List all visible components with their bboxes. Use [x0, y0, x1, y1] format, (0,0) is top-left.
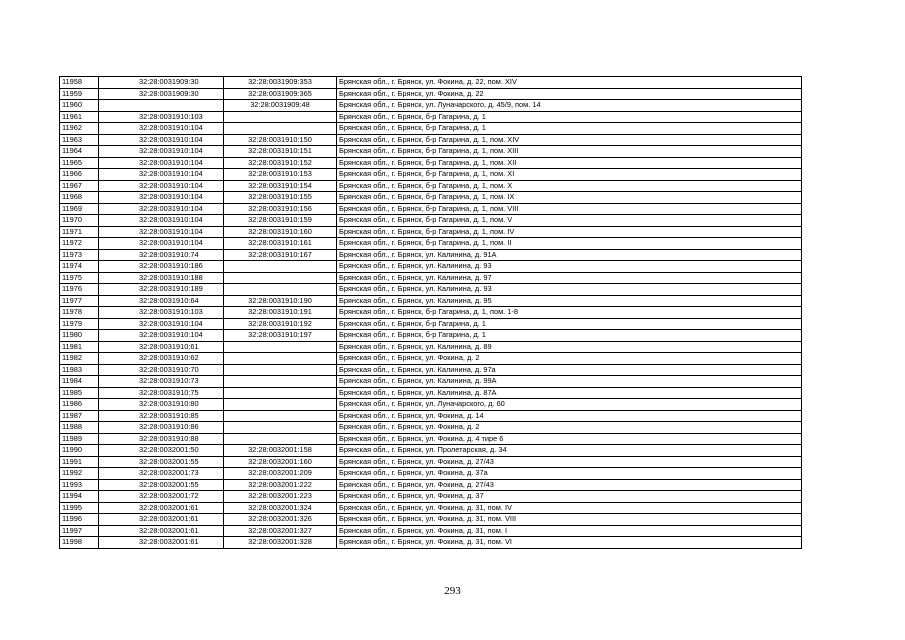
address-cell: Брянская обл., г. Брянск, ул. Калинина, д. 99А [337, 376, 802, 388]
table-row [60, 318, 802, 330]
table-row [60, 479, 802, 491]
table-row [60, 215, 802, 227]
object-number-cell [224, 376, 337, 388]
object-number-cell: 32:28:0032001:327 [224, 525, 337, 537]
parcel-number-cell: 32:28:0031910:104 [99, 157, 224, 169]
object-number-cell [224, 123, 337, 135]
address-cell: Брянская обл., г. Брянск, ул. Фокина, д. 4 тире 6 [337, 433, 802, 445]
address-cell: Брянская обл., г. Брянск, ул. Калинина, д. 91А [337, 249, 802, 261]
object-number-cell: 32:28:0031910:190 [224, 295, 337, 307]
row-number-cell: 11970 [60, 215, 99, 227]
row-number-cell: 11995 [60, 502, 99, 514]
address-cell: Брянская обл., г. Брянск, ул. Калинина, д. 95 [337, 295, 802, 307]
address-cell: Брянская обл., г. Брянск, б-р Гагарина, д. 1, пом. XII [337, 157, 802, 169]
object-number-cell: 32:28:0031910:161 [224, 238, 337, 250]
table-row [60, 157, 802, 169]
object-number-cell: 32:28:0031909:353 [224, 77, 337, 89]
address-cell: Брянская обл., г. Брянск, ул. Фокина, д. 37 [337, 491, 802, 503]
table-row [60, 502, 802, 514]
object-number-cell [224, 399, 337, 411]
address-cell: Брянская обл., г. Брянск, ул. Фокина, д. 22 [337, 88, 802, 100]
parcel-number-cell: 32:28:0032001:61 [99, 502, 224, 514]
object-number-cell: 32:28:0031910:154 [224, 180, 337, 192]
object-number-cell: 32:28:0031910:191 [224, 307, 337, 319]
parcel-number-cell: 32:28:0031910:74 [99, 249, 224, 261]
address-cell: Брянская обл., г. Брянск, ул. Луначарского, д. 60 [337, 399, 802, 411]
parcel-number-cell: 32:28:0031910:104 [99, 180, 224, 192]
row-number-cell: 11958 [60, 77, 99, 89]
address-cell: Брянская обл., г. Брянск, ул. Фокина, д. 27/43 [337, 456, 802, 468]
parcel-number-cell: 32:28:0031910:73 [99, 376, 224, 388]
row-number-cell: 11974 [60, 261, 99, 273]
row-number-cell: 11967 [60, 180, 99, 192]
parcel-number-cell: 32:28:0031910:104 [99, 146, 224, 158]
address-cell: Брянская обл., г. Брянск, б-р Гагарина, д. 1, пом. XI [337, 169, 802, 181]
row-number-cell: 11998 [60, 537, 99, 549]
object-number-cell: 32:28:0031910:151 [224, 146, 337, 158]
table-row [60, 146, 802, 158]
row-number-cell: 11989 [60, 433, 99, 445]
row-number-cell: 11959 [60, 88, 99, 100]
address-cell: Брянская обл., г. Брянск, б-р Гагарина, д. 1, пом. 1-8 [337, 307, 802, 319]
table-row [60, 445, 802, 457]
parcel-number-cell: 32:28:0031910:70 [99, 364, 224, 376]
parcel-number-cell [99, 100, 224, 112]
table-row [60, 169, 802, 181]
table-row [60, 100, 802, 112]
table-row [60, 387, 802, 399]
address-cell: Брянская обл., г. Брянск, б-р Гагарина, д. 1 [337, 330, 802, 342]
object-number-cell [224, 284, 337, 296]
row-number-cell: 11978 [60, 307, 99, 319]
parcel-number-cell: 32:28:0032001:61 [99, 514, 224, 526]
parcel-number-cell: 32:28:0031910:186 [99, 261, 224, 273]
row-number-cell: 11983 [60, 364, 99, 376]
address-cell: Брянская обл., г. Брянск, ул. Фокина, д. 2 [337, 353, 802, 365]
address-cell: Брянская обл., г. Брянск, б-р Гагарина, д. 1 [337, 318, 802, 330]
table-row [60, 525, 802, 537]
address-cell: Брянская обл., г. Брянск, ул. Калинина, д. 97 [337, 272, 802, 284]
row-number-cell: 11966 [60, 169, 99, 181]
table-row [60, 399, 802, 411]
table-row [60, 123, 802, 135]
row-number-cell: 11965 [60, 157, 99, 169]
object-number-cell: 32:28:0031910:150 [224, 134, 337, 146]
row-number-cell: 11961 [60, 111, 99, 123]
parcel-number-cell: 32:28:0031910:103 [99, 111, 224, 123]
parcel-number-cell: 32:28:0032001:61 [99, 537, 224, 549]
parcel-number-cell: 32:28:0031910:104 [99, 226, 224, 238]
row-number-cell: 11996 [60, 514, 99, 526]
object-number-cell: 32:28:0031910:167 [224, 249, 337, 261]
object-number-cell: 32:28:0032001:328 [224, 537, 337, 549]
row-number-cell: 11981 [60, 341, 99, 353]
row-number-cell: 11980 [60, 330, 99, 342]
row-number-cell: 11991 [60, 456, 99, 468]
parcel-number-cell: 32:28:0031910:64 [99, 295, 224, 307]
parcel-number-cell: 32:28:0031909:30 [99, 88, 224, 100]
address-cell: Брянская обл., г. Брянск, б-р Гагарина, д. 1, пом. XIV [337, 134, 802, 146]
address-cell: Брянская обл., г. Брянск, ул. Фокина, д. 31, пом. IV [337, 502, 802, 514]
object-number-cell: 32:28:0032001:324 [224, 502, 337, 514]
parcel-number-cell: 32:28:0031910:61 [99, 341, 224, 353]
table-row [60, 111, 802, 123]
row-number-cell: 11964 [60, 146, 99, 158]
parcel-number-cell: 32:28:0032001:55 [99, 479, 224, 491]
address-cell: Брянская обл., г. Брянск, б-р Гагарина, д. 1, пом. IX [337, 192, 802, 204]
address-cell: Брянская обл., г. Брянск, ул. Калинина, д. 93 [337, 261, 802, 273]
address-cell: Брянская обл., г. Брянск, б-р Гагарина, д. 1, пом. X [337, 180, 802, 192]
row-number-cell: 11977 [60, 295, 99, 307]
table-row [60, 238, 802, 250]
row-number-cell: 11979 [60, 318, 99, 330]
object-number-cell: 32:28:0031909:365 [224, 88, 337, 100]
table-row [60, 203, 802, 215]
address-cell: Брянская обл., г. Брянск, ул. Фокина, д. 31, пом. VIII [337, 514, 802, 526]
row-number-cell: 11963 [60, 134, 99, 146]
table-row [60, 514, 802, 526]
row-number-cell: 11987 [60, 410, 99, 422]
object-number-cell [224, 387, 337, 399]
address-cell: Брянская обл., г. Брянск, ул. Фокина, д. 31, пом. VI [337, 537, 802, 549]
parcel-number-cell: 32:28:0031910:75 [99, 387, 224, 399]
address-cell: Брянская обл., г. Брянск, б-р Гагарина, д. 1 [337, 111, 802, 123]
row-number-cell: 11976 [60, 284, 99, 296]
row-number-cell: 11994 [60, 491, 99, 503]
address-cell: Брянская обл., г. Брянск, ул. Калинина, д. 97а [337, 364, 802, 376]
table-row [60, 341, 802, 353]
parcel-number-cell: 32:28:0031910:104 [99, 123, 224, 135]
parcel-number-cell: 32:28:0031910:80 [99, 399, 224, 411]
table-row [60, 433, 802, 445]
object-number-cell: 32:28:0031910:153 [224, 169, 337, 181]
object-number-cell: 32:28:0031909:48 [224, 100, 337, 112]
row-number-cell: 11992 [60, 468, 99, 480]
parcel-number-cell: 32:28:0032001:73 [99, 468, 224, 480]
parcel-number-cell: 32:28:0031910:104 [99, 215, 224, 227]
parcel-number-cell: 32:28:0031910:104 [99, 134, 224, 146]
address-cell: Брянская обл., г. Брянск, ул. Фокина, д. 2 [337, 422, 802, 434]
object-number-cell: 32:28:0032001:160 [224, 456, 337, 468]
object-number-cell: 32:28:0031910:152 [224, 157, 337, 169]
table-row [60, 468, 802, 480]
page-number: 293 [444, 585, 461, 597]
table-row [60, 226, 802, 238]
table-row [60, 353, 802, 365]
table-body [60, 77, 802, 549]
row-number-cell: 11985 [60, 387, 99, 399]
address-cell: Брянская обл., г. Брянск, б-р Гагарина, д. 1 [337, 123, 802, 135]
parcel-number-cell: 32:28:0031910:104 [99, 203, 224, 215]
object-number-cell: 32:28:0031910:159 [224, 215, 337, 227]
parcel-number-cell: 32:28:0032001:55 [99, 456, 224, 468]
address-cell: Брянская обл., г. Брянск, ул. Фокина, д. 27/43 [337, 479, 802, 491]
object-number-cell [224, 433, 337, 445]
object-number-cell: 32:28:0032001:222 [224, 479, 337, 491]
parcel-number-cell: 32:28:0031910:104 [99, 192, 224, 204]
row-number-cell: 11988 [60, 422, 99, 434]
row-number-cell: 11982 [60, 353, 99, 365]
object-number-cell [224, 422, 337, 434]
parcel-number-cell: 32:28:0032001:50 [99, 445, 224, 457]
object-number-cell: 32:28:0031910:160 [224, 226, 337, 238]
parcel-number-cell: 32:28:0031910:104 [99, 318, 224, 330]
address-cell: Брянская обл., г. Брянск, б-р Гагарина, д. 1, пом. XIII [337, 146, 802, 158]
parcel-number-cell: 32:28:0032001:72 [99, 491, 224, 503]
table-row [60, 295, 802, 307]
parcel-number-cell: 32:28:0031910:104 [99, 238, 224, 250]
object-number-cell: 32:28:0032001:158 [224, 445, 337, 457]
address-cell: Брянская обл., г. Брянск, ул. Пролетарская, д. 34 [337, 445, 802, 457]
row-number-cell: 11993 [60, 479, 99, 491]
address-cell: Брянская обл., г. Брянск, ул. Фокина, д. 22, пом. XIV [337, 77, 802, 89]
table-row [60, 134, 802, 146]
table-row [60, 284, 802, 296]
object-number-cell: 32:28:0032001:223 [224, 491, 337, 503]
object-number-cell: 32:28:0031910:155 [224, 192, 337, 204]
object-number-cell [224, 353, 337, 365]
object-number-cell: 32:28:0031910:192 [224, 318, 337, 330]
address-cell: Брянская обл., г. Брянск, ул. Калинина, д. 87А [337, 387, 802, 399]
table-row [60, 537, 802, 549]
object-number-cell: 32:28:0032001:209 [224, 468, 337, 480]
address-cell: Брянская обл., г. Брянск, б-р Гагарина, д. 1, пом. II [337, 238, 802, 250]
address-cell: Брянская обл., г. Брянск, ул. Фокина, д. 31, пом. I [337, 525, 802, 537]
table-row [60, 422, 802, 434]
table-row [60, 77, 802, 89]
row-number-cell: 11971 [60, 226, 99, 238]
row-number-cell: 11972 [60, 238, 99, 250]
row-number-cell: 11968 [60, 192, 99, 204]
row-number-cell: 11984 [60, 376, 99, 388]
address-cell: Брянская обл., г. Брянск, ул. Луначарского, д. 45/9, пом. 14 [337, 100, 802, 112]
parcel-number-cell: 32:28:0031910:86 [99, 422, 224, 434]
object-number-cell: 32:28:0032001:326 [224, 514, 337, 526]
table-row [60, 192, 802, 204]
row-number-cell: 11975 [60, 272, 99, 284]
object-number-cell [224, 272, 337, 284]
parcel-number-cell: 32:28:0031910:88 [99, 433, 224, 445]
parcel-number-cell: 32:28:0031910:104 [99, 169, 224, 181]
object-number-cell [224, 111, 337, 123]
row-number-cell: 11973 [60, 249, 99, 261]
property-register-table [59, 76, 802, 549]
parcel-number-cell: 32:28:0032001:61 [99, 525, 224, 537]
parcel-number-cell: 32:28:0031910:104 [99, 330, 224, 342]
table-row [60, 261, 802, 273]
table-row [60, 88, 802, 100]
parcel-number-cell: 32:28:0031910:103 [99, 307, 224, 319]
address-cell: Брянская обл., г. Брянск, б-р Гагарина, д. 1, пом. VIII [337, 203, 802, 215]
parcel-number-cell: 32:28:0031910:62 [99, 353, 224, 365]
table-row [60, 180, 802, 192]
row-number-cell: 11997 [60, 525, 99, 537]
parcel-number-cell: 32:28:0031910:188 [99, 272, 224, 284]
table-row [60, 410, 802, 422]
table-row [60, 376, 802, 388]
table-row [60, 456, 802, 468]
row-number-cell: 11990 [60, 445, 99, 457]
address-cell: Брянская обл., г. Брянск, ул. Фокина, д. 14 [337, 410, 802, 422]
row-number-cell: 11962 [60, 123, 99, 135]
object-number-cell [224, 410, 337, 422]
parcel-number-cell: 32:28:0031910:189 [99, 284, 224, 296]
address-cell: Брянская обл., г. Брянск, б-р Гагарина, д. 1, пом. IV [337, 226, 802, 238]
row-number-cell: 11969 [60, 203, 99, 215]
object-number-cell [224, 261, 337, 273]
address-cell: Брянская обл., г. Брянск, ул. Калинина, д. 93 [337, 284, 802, 296]
parcel-number-cell: 32:28:0031910:85 [99, 410, 224, 422]
object-number-cell: 32:28:0031910:156 [224, 203, 337, 215]
table-row [60, 272, 802, 284]
object-number-cell [224, 341, 337, 353]
table-row [60, 249, 802, 261]
object-number-cell: 32:28:0031910:197 [224, 330, 337, 342]
parcel-number-cell: 32:28:0031909:30 [99, 77, 224, 89]
object-number-cell [224, 364, 337, 376]
address-cell: Брянская обл., г. Брянск, ул. Калинина, д. 89 [337, 341, 802, 353]
table-row [60, 364, 802, 376]
table-row [60, 491, 802, 503]
table-row [60, 330, 802, 342]
table-row [60, 307, 802, 319]
address-cell: Брянская обл., г. Брянск, ул. Фокина, д. 37а [337, 468, 802, 480]
address-cell: Брянская обл., г. Брянск, б-р Гагарина, д. 1, пом. V [337, 215, 802, 227]
row-number-cell: 11960 [60, 100, 99, 112]
row-number-cell: 11986 [60, 399, 99, 411]
